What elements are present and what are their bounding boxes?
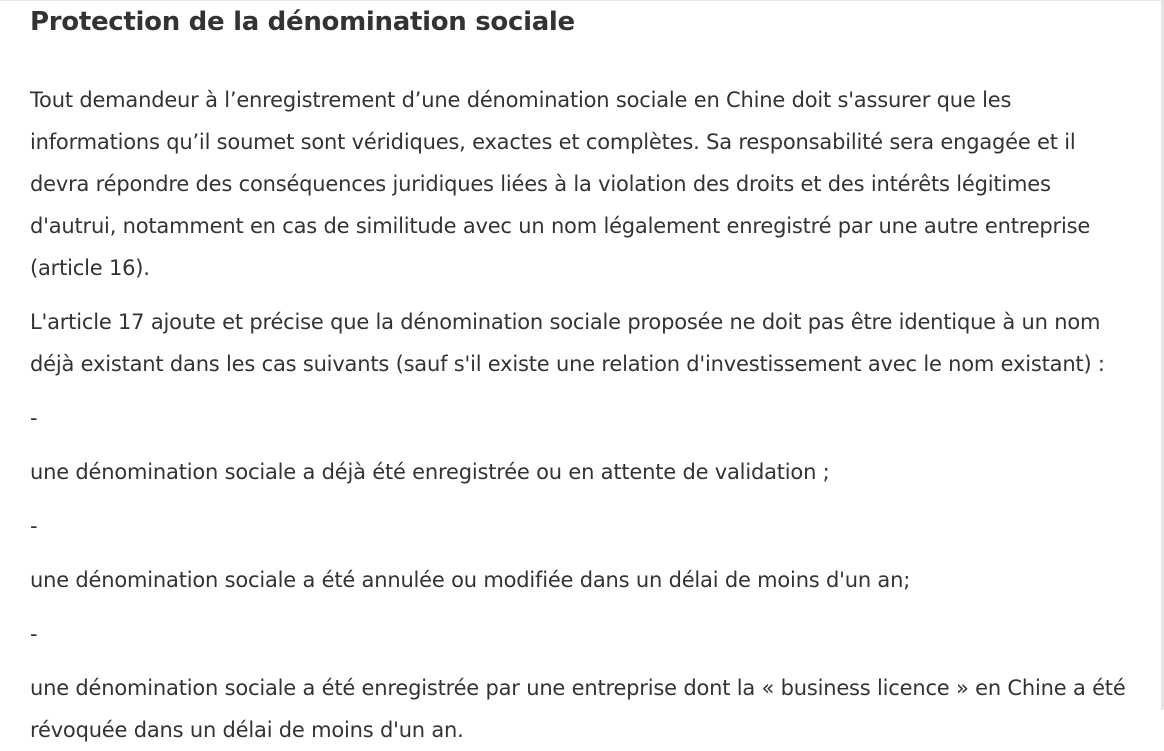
list-marker: - [30, 406, 38, 430]
article-content [30, 5, 1140, 751]
list-marker: - [30, 622, 38, 646]
paragraph-article-17: L'article 17 ajoute et précise que la dénomination sociale proposée ne doit pas être identique à un nom déjà existant dans les cas suivants (sauf s'il existe une relation d'investissement avec le nom existant) : [30, 310, 1105, 376]
section-title: Protection de la dénomination sociale [30, 7, 575, 37]
list-marker: - [30, 514, 38, 538]
list-item: une dénomination sociale a été annulée ou modifiée dans un délai de moins d'un an; [30, 568, 911, 592]
list-item: une dénomination sociale a été enregistrée par une entreprise dont la « business licence » en Chine a été révoquée dans un délai de moins d'un an. [30, 676, 1126, 742]
paragraph-article-16: Tout demandeur à l’enregistrement d’une dénomination sociale en Chine doit s'assurer que les informations qu’il soumet sont véridiques, exactes et complètes. Sa responsabilité sera engagée et il devra répondre des conséquences juridiques liées à la violation des droits et des intérêts légitimes d'autrui, notamment en cas de similitude avec un nom légalement enregistré par une autre entreprise (article 16). [30, 88, 1091, 280]
list-item: une dénomination sociale a déjà été enregistrée ou en attente de validation ; [30, 460, 830, 484]
